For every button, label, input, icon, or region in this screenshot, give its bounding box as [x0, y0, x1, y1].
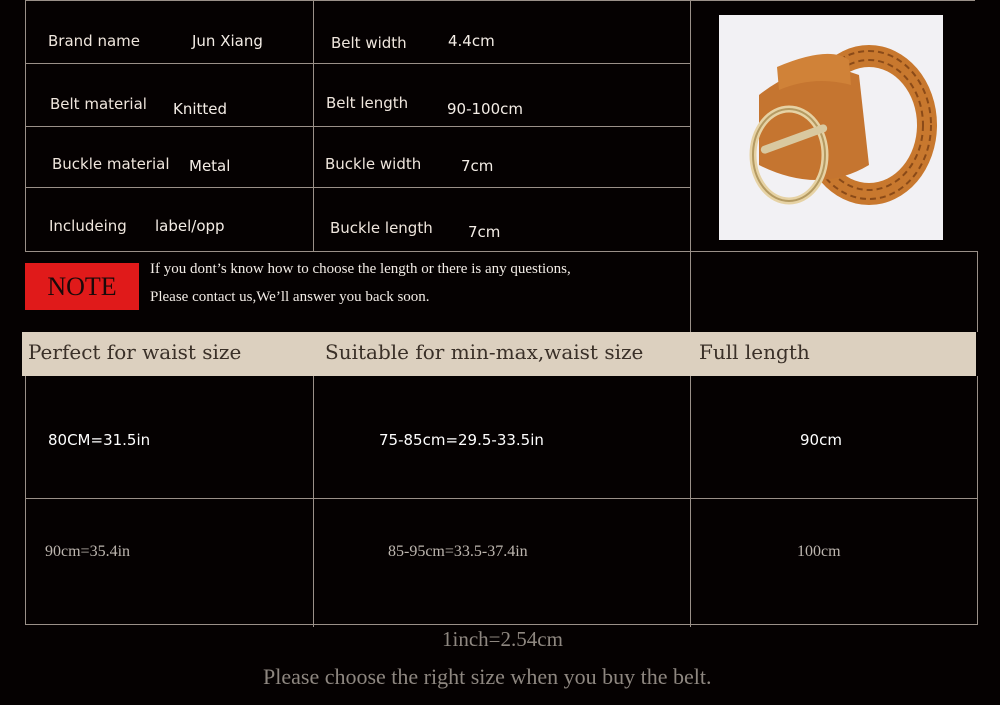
row1-waist: 80CM=31.5in — [48, 431, 151, 449]
grid-line — [25, 187, 690, 188]
grid-line — [25, 63, 690, 64]
grid-line — [25, 0, 975, 1]
belt-length-value: 90-100cm — [447, 100, 523, 118]
grid-line — [690, 0, 691, 332]
grid-line — [25, 251, 978, 252]
belt-width-value: 4.4cm — [448, 32, 495, 50]
row2-length: 100cm — [797, 543, 841, 560]
header-full-length: Full length — [699, 340, 810, 364]
brand-label: Brand name — [48, 32, 140, 50]
note-badge: NOTE — [25, 263, 139, 310]
header-min-max: Suitable for min-max,waist size — [325, 340, 644, 364]
grid-line — [313, 0, 314, 251]
belt-product-image — [719, 15, 943, 240]
brand-value: Jun Xiang — [192, 32, 263, 50]
grid-line — [25, 376, 26, 625]
buckle-material-value: Metal — [189, 157, 231, 175]
buckle-length-value: 7cm — [468, 223, 501, 241]
row1-length: 90cm — [800, 431, 842, 449]
row2-range: 85-95cm=33.5-37.4in — [388, 543, 528, 560]
grid-line — [25, 624, 978, 625]
grid-line — [977, 376, 978, 625]
buckle-length-label: Buckle length — [330, 219, 433, 237]
belt-material-value: Knitted — [173, 100, 228, 118]
size-advice: Please choose the right size when you buy the belt. — [263, 664, 712, 689]
belt-material-label: Belt material — [50, 95, 147, 113]
row2-waist: 90cm=35.4in — [45, 543, 131, 560]
row1-range: 75-85cm=29.5-33.5in — [379, 431, 544, 449]
grid-line — [690, 376, 691, 627]
belt-length-label: Belt length — [326, 94, 409, 112]
grid-line — [25, 0, 26, 251]
belt-width-label: Belt width — [331, 34, 407, 52]
note-line-1: If you dont’s know how to choose the length or there is any questions, — [150, 261, 571, 277]
conversion-note: 1inch=2.54cm — [442, 627, 563, 651]
grid-line — [25, 498, 978, 499]
grid-line — [25, 126, 690, 127]
including-label: Includeing — [49, 217, 127, 235]
buckle-width-value: 7cm — [461, 157, 494, 175]
note-line-2: Please contact us,We’ll answer you back soon. — [150, 289, 430, 305]
grid-line — [313, 376, 314, 627]
grid-line — [977, 251, 978, 332]
buckle-width-label: Buckle width — [325, 155, 422, 173]
buckle-material-label: Buckle material — [52, 155, 170, 173]
including-value: label/opp — [155, 217, 225, 235]
header-waist-size: Perfect for waist size — [28, 340, 242, 364]
